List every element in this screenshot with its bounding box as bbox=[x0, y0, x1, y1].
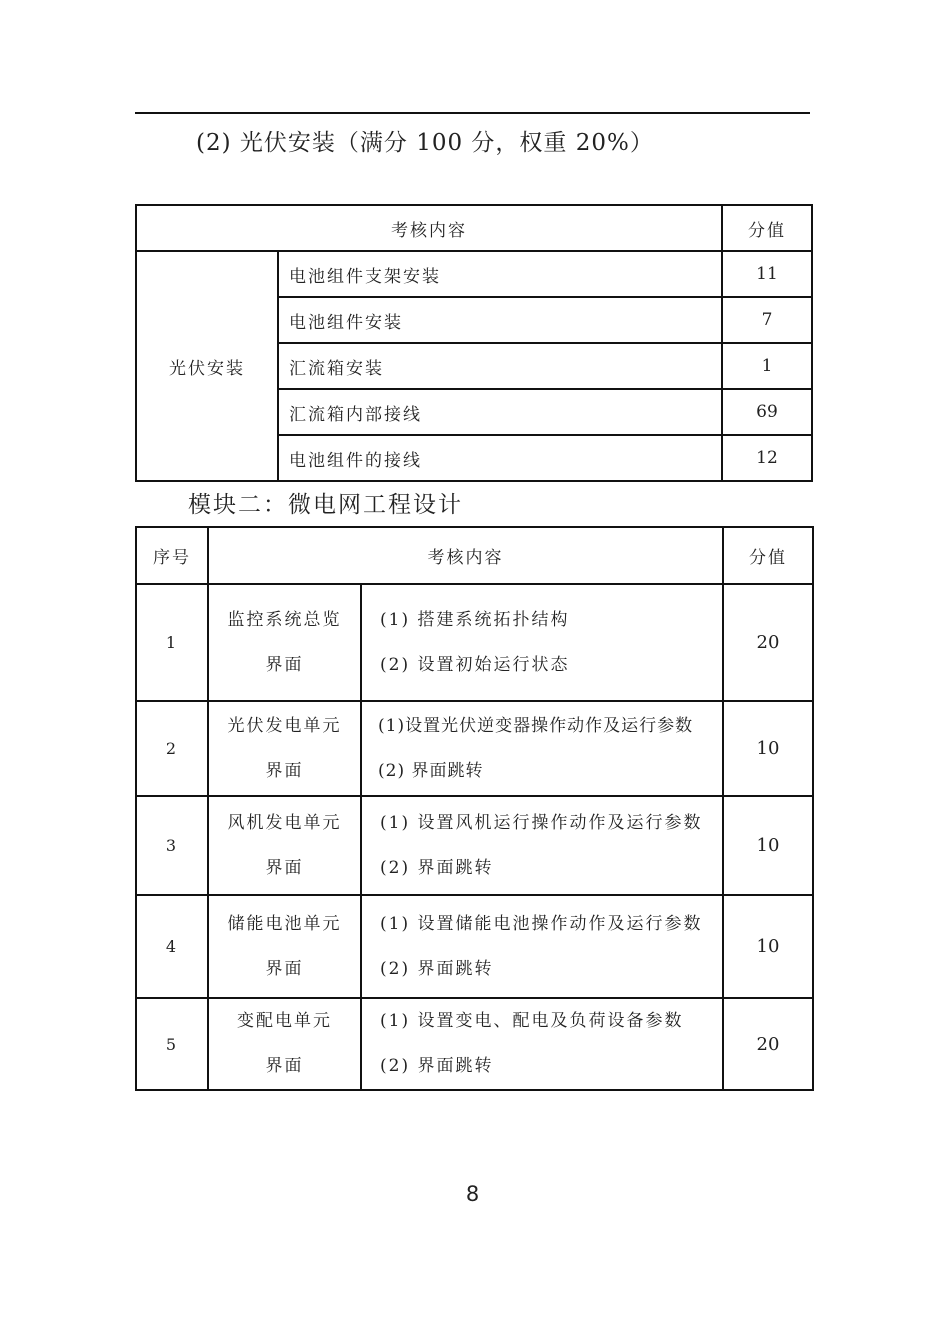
item-cell: 电池组件的接线 bbox=[278, 435, 722, 481]
page-number: 8 bbox=[465, 1182, 480, 1206]
seq-header: 序号 bbox=[136, 527, 208, 584]
table-row bbox=[136, 998, 813, 1090]
group-label: 光伏安装 bbox=[136, 251, 278, 481]
item-cell: 电池组件安装 bbox=[278, 297, 722, 343]
task-line: (1) 搭建系统拓扑结构 bbox=[380, 609, 570, 630]
unit-name-line1: 储能电池单元 bbox=[227, 913, 342, 934]
unit-name-cell bbox=[208, 796, 361, 895]
tasks-cell bbox=[361, 584, 723, 701]
unit-name-cell bbox=[208, 701, 361, 796]
content-header: 考核内容 bbox=[136, 205, 722, 251]
task-line: (1) 设置变电、配电及负荷设备参数 bbox=[380, 1011, 684, 1031]
score-header: 分值 bbox=[723, 527, 813, 584]
score-cell: 69 bbox=[722, 389, 812, 435]
header-rule bbox=[135, 112, 810, 114]
seq-cell: 1 bbox=[136, 584, 208, 701]
table-row bbox=[136, 584, 813, 701]
seq-cell: 3 bbox=[136, 796, 208, 895]
seq-cell: 4 bbox=[136, 895, 208, 998]
table-header-row bbox=[136, 205, 812, 251]
unit-name-cell bbox=[208, 895, 361, 998]
tasks-cell bbox=[361, 998, 723, 1090]
unit-name-line2: 界面 bbox=[265, 1056, 304, 1076]
unit-name-line2: 界面 bbox=[265, 958, 304, 979]
table-row bbox=[136, 701, 813, 796]
unit-name-cell bbox=[208, 998, 361, 1090]
task-line: (2) 界面跳转 bbox=[378, 760, 484, 781]
content-header: 考核内容 bbox=[208, 527, 723, 584]
seq-cell: 5 bbox=[136, 998, 208, 1090]
score-cell: 10 bbox=[723, 796, 813, 895]
seq-cell: 2 bbox=[136, 701, 208, 796]
unit-name-cell bbox=[208, 584, 361, 701]
table-row bbox=[136, 251, 812, 297]
task-line: (2) 界面跳转 bbox=[380, 958, 494, 979]
unit-name-line2: 界面 bbox=[265, 857, 304, 878]
score-header: 分值 bbox=[722, 205, 812, 251]
score-cell: 10 bbox=[723, 895, 813, 998]
section-heading: (2) 光伏安装（满分 100 分，权重 20%） bbox=[196, 130, 654, 156]
unit-name-line1: 光伏发电单元 bbox=[227, 715, 342, 736]
item-cell: 汇流箱安装 bbox=[278, 343, 722, 389]
unit-name-line1: 风机发电单元 bbox=[227, 812, 342, 833]
tasks-cell bbox=[361, 796, 723, 895]
score-cell: 20 bbox=[723, 998, 813, 1090]
unit-name-line1: 变配电单元 bbox=[237, 1011, 332, 1031]
task-line: (1)设置光伏逆变器操作动作及运行参数 bbox=[378, 715, 694, 736]
table-row bbox=[136, 796, 813, 895]
score-cell: 7 bbox=[722, 297, 812, 343]
tasks-cell bbox=[361, 895, 723, 998]
score-cell: 10 bbox=[723, 701, 813, 796]
unit-name-line2: 界面 bbox=[265, 654, 304, 675]
task-line: (2) 界面跳转 bbox=[380, 1056, 494, 1076]
task-line: (1) 设置风机运行操作动作及运行参数 bbox=[380, 812, 703, 833]
unit-name-line2: 界面 bbox=[265, 760, 304, 781]
microgrid-design-table bbox=[135, 526, 814, 1091]
table-header-row bbox=[136, 527, 813, 584]
table-row bbox=[136, 895, 813, 998]
score-cell: 12 bbox=[722, 435, 812, 481]
module-heading: 模块二：微电网工程设计 bbox=[188, 492, 463, 518]
task-line: (1) 设置储能电池操作动作及运行参数 bbox=[380, 913, 703, 934]
tasks-cell bbox=[361, 701, 723, 796]
task-line: (2) 设置初始运行状态 bbox=[380, 654, 570, 675]
score-cell: 1 bbox=[722, 343, 812, 389]
item-cell: 电池组件支架安装 bbox=[278, 251, 722, 297]
unit-name-line1: 监控系统总览 bbox=[227, 609, 342, 630]
item-cell: 汇流箱内部接线 bbox=[278, 389, 722, 435]
task-line: (2) 界面跳转 bbox=[380, 857, 494, 878]
score-cell: 20 bbox=[723, 584, 813, 701]
pv-installation-table bbox=[135, 204, 813, 482]
score-cell: 11 bbox=[722, 251, 812, 297]
